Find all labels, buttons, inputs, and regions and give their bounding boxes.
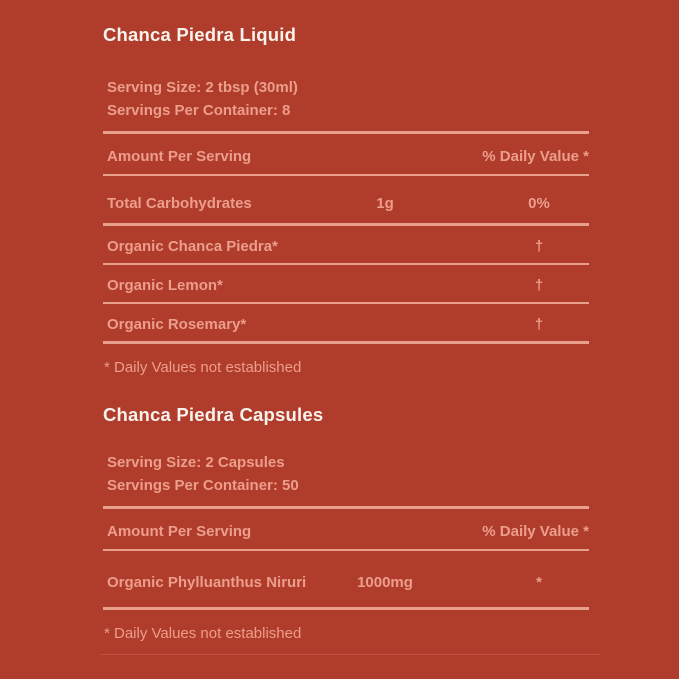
daily-value-header: % Daily Value * [482, 148, 589, 165]
table-row [103, 265, 589, 302]
daily-value-header: % Daily Value * [482, 523, 589, 540]
serving-info-capsules [103, 451, 589, 497]
servings-per-container: Servings Per Container: 8 [107, 102, 291, 119]
serving-size: Serving Size: 2 tbsp (30ml) [107, 79, 298, 96]
servings-per-container: Servings Per Container: 50 [107, 477, 299, 494]
nutrient-label: Organic Chanca Piedra* [107, 238, 278, 255]
nutrient-daily-value: * [536, 574, 542, 591]
table-row [103, 551, 589, 607]
nutrient-daily-value: † [534, 238, 544, 255]
panel-title-capsules: Chanca Piedra Capsules [103, 404, 324, 425]
faint-bottom-divider [100, 654, 600, 655]
nutrient-label: Total Carbohydrates [107, 195, 252, 212]
serving-size: Serving Size: 2 Capsules [107, 454, 285, 471]
panel-title-liquid: Chanca Piedra Liquid [103, 24, 297, 45]
nutrient-amount: 1000mg [357, 574, 413, 591]
daily-value-footnote: * Daily Values not established [104, 625, 302, 642]
nutrient-amount: 1g [376, 195, 394, 212]
table-row [103, 176, 589, 223]
amount-per-serving-header: Amount Per Serving [107, 523, 252, 540]
nutrient-label: Organic Phylluanthus Niruri [107, 574, 307, 591]
serving-info-liquid [103, 76, 589, 122]
table-row [103, 226, 589, 263]
table-header-liquid [103, 134, 589, 174]
daily-value-footnote: * Daily Values not established [104, 359, 302, 376]
divider-thick [103, 341, 589, 344]
nutrient-daily-value: † [534, 277, 544, 294]
divider-thick [103, 607, 589, 610]
nutrient-label: Organic Lemon* [107, 277, 223, 294]
table-header-capsules [103, 509, 589, 549]
nutrient-daily-value: 0% [528, 195, 550, 212]
table-row [103, 304, 589, 341]
nutrient-label: Organic Rosemary* [107, 316, 247, 333]
nutrient-daily-value: † [534, 316, 544, 333]
amount-per-serving-header: Amount Per Serving [107, 148, 252, 165]
